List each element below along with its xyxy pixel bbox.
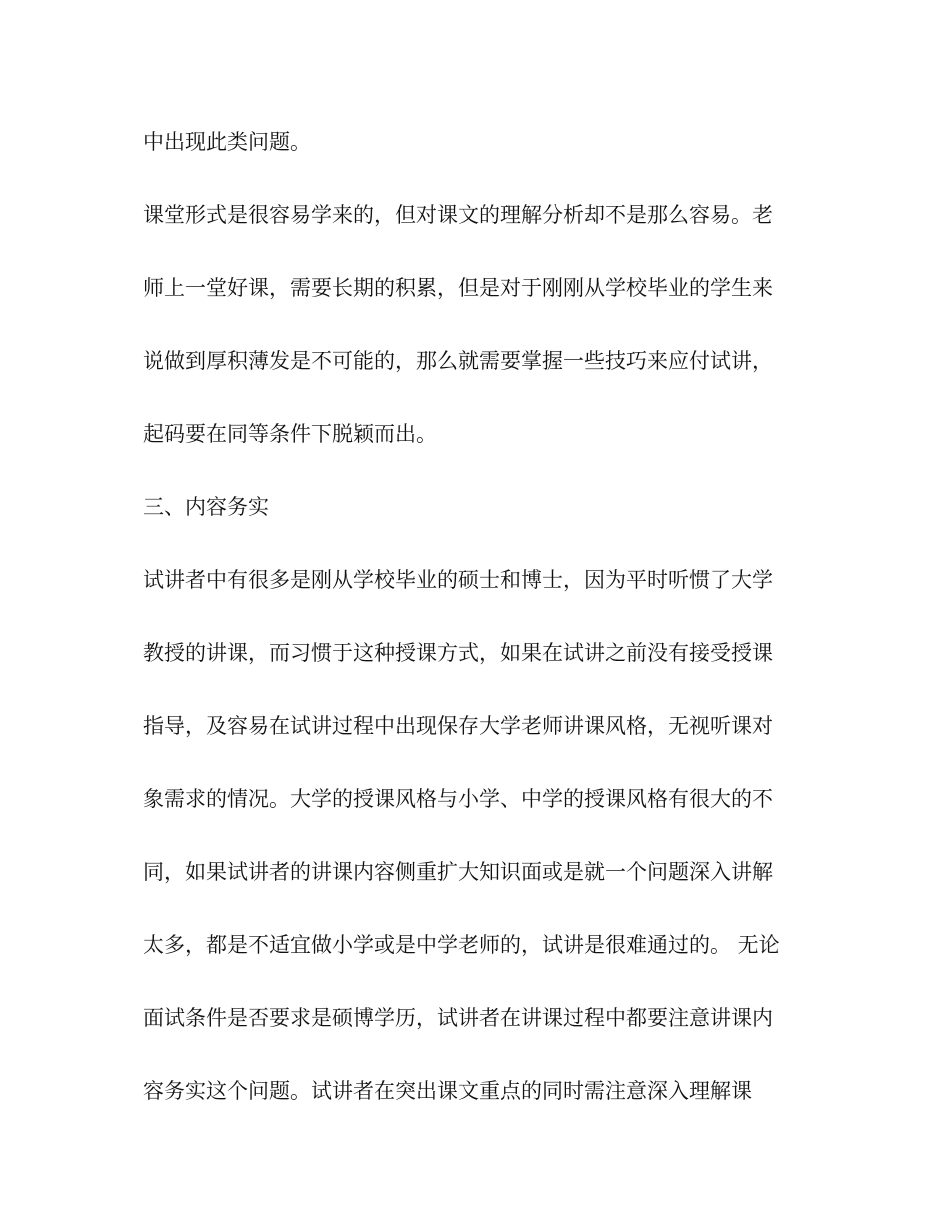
paragraph-line: 太多，都是不适宜做小学或是中学老师的，试讲是很难通过的。 无论	[143, 933, 780, 957]
paragraph-line: 师上一堂好课，需要长期的积累，但是对于刚刚从学校毕业的学生来	[143, 276, 773, 300]
paragraph-line: 象需求的情况。大学的授课风格与小学、中学的授课风格有很大的不	[143, 787, 773, 811]
paragraph-line: 同，如果试讲者的讲课内容侧重扩大知识面或是就一个问题深入讲解	[143, 860, 773, 884]
paragraph-line: 指导，及容易在试讲过程中出现保存大学老师讲课风格，无视听课对	[143, 714, 773, 738]
paragraph-line: 说做到厚积薄发是不可能的，那么就需要掌握一些技巧来应付试讲，	[143, 349, 773, 373]
paragraph-line: 教授的讲课，而习惯于这种授课方式，如果在试讲之前没有接受授课	[143, 641, 773, 665]
paragraph-line: 面试条件是否要求是硕博学历，试讲者在讲课过程中都要注意讲课内	[143, 1006, 773, 1030]
paragraph-line: 容务实这个问题。试讲者在突出课文重点的同时需注意深入理解课	[143, 1079, 752, 1103]
section-heading: 三、内容务实	[143, 495, 269, 519]
paragraph-line: 试讲者中有很多是刚从学校毕业的硕士和博士，因为平时听惯了大学	[143, 568, 773, 592]
paragraph-line: 起码要在同等条件下脱颖而出。	[143, 422, 437, 446]
paragraph-line: 中出现此类问题。	[143, 130, 311, 154]
paragraph-line: 课堂形式是很容易学来的，但对课文的理解分析却不是那么容易。老	[143, 203, 773, 227]
